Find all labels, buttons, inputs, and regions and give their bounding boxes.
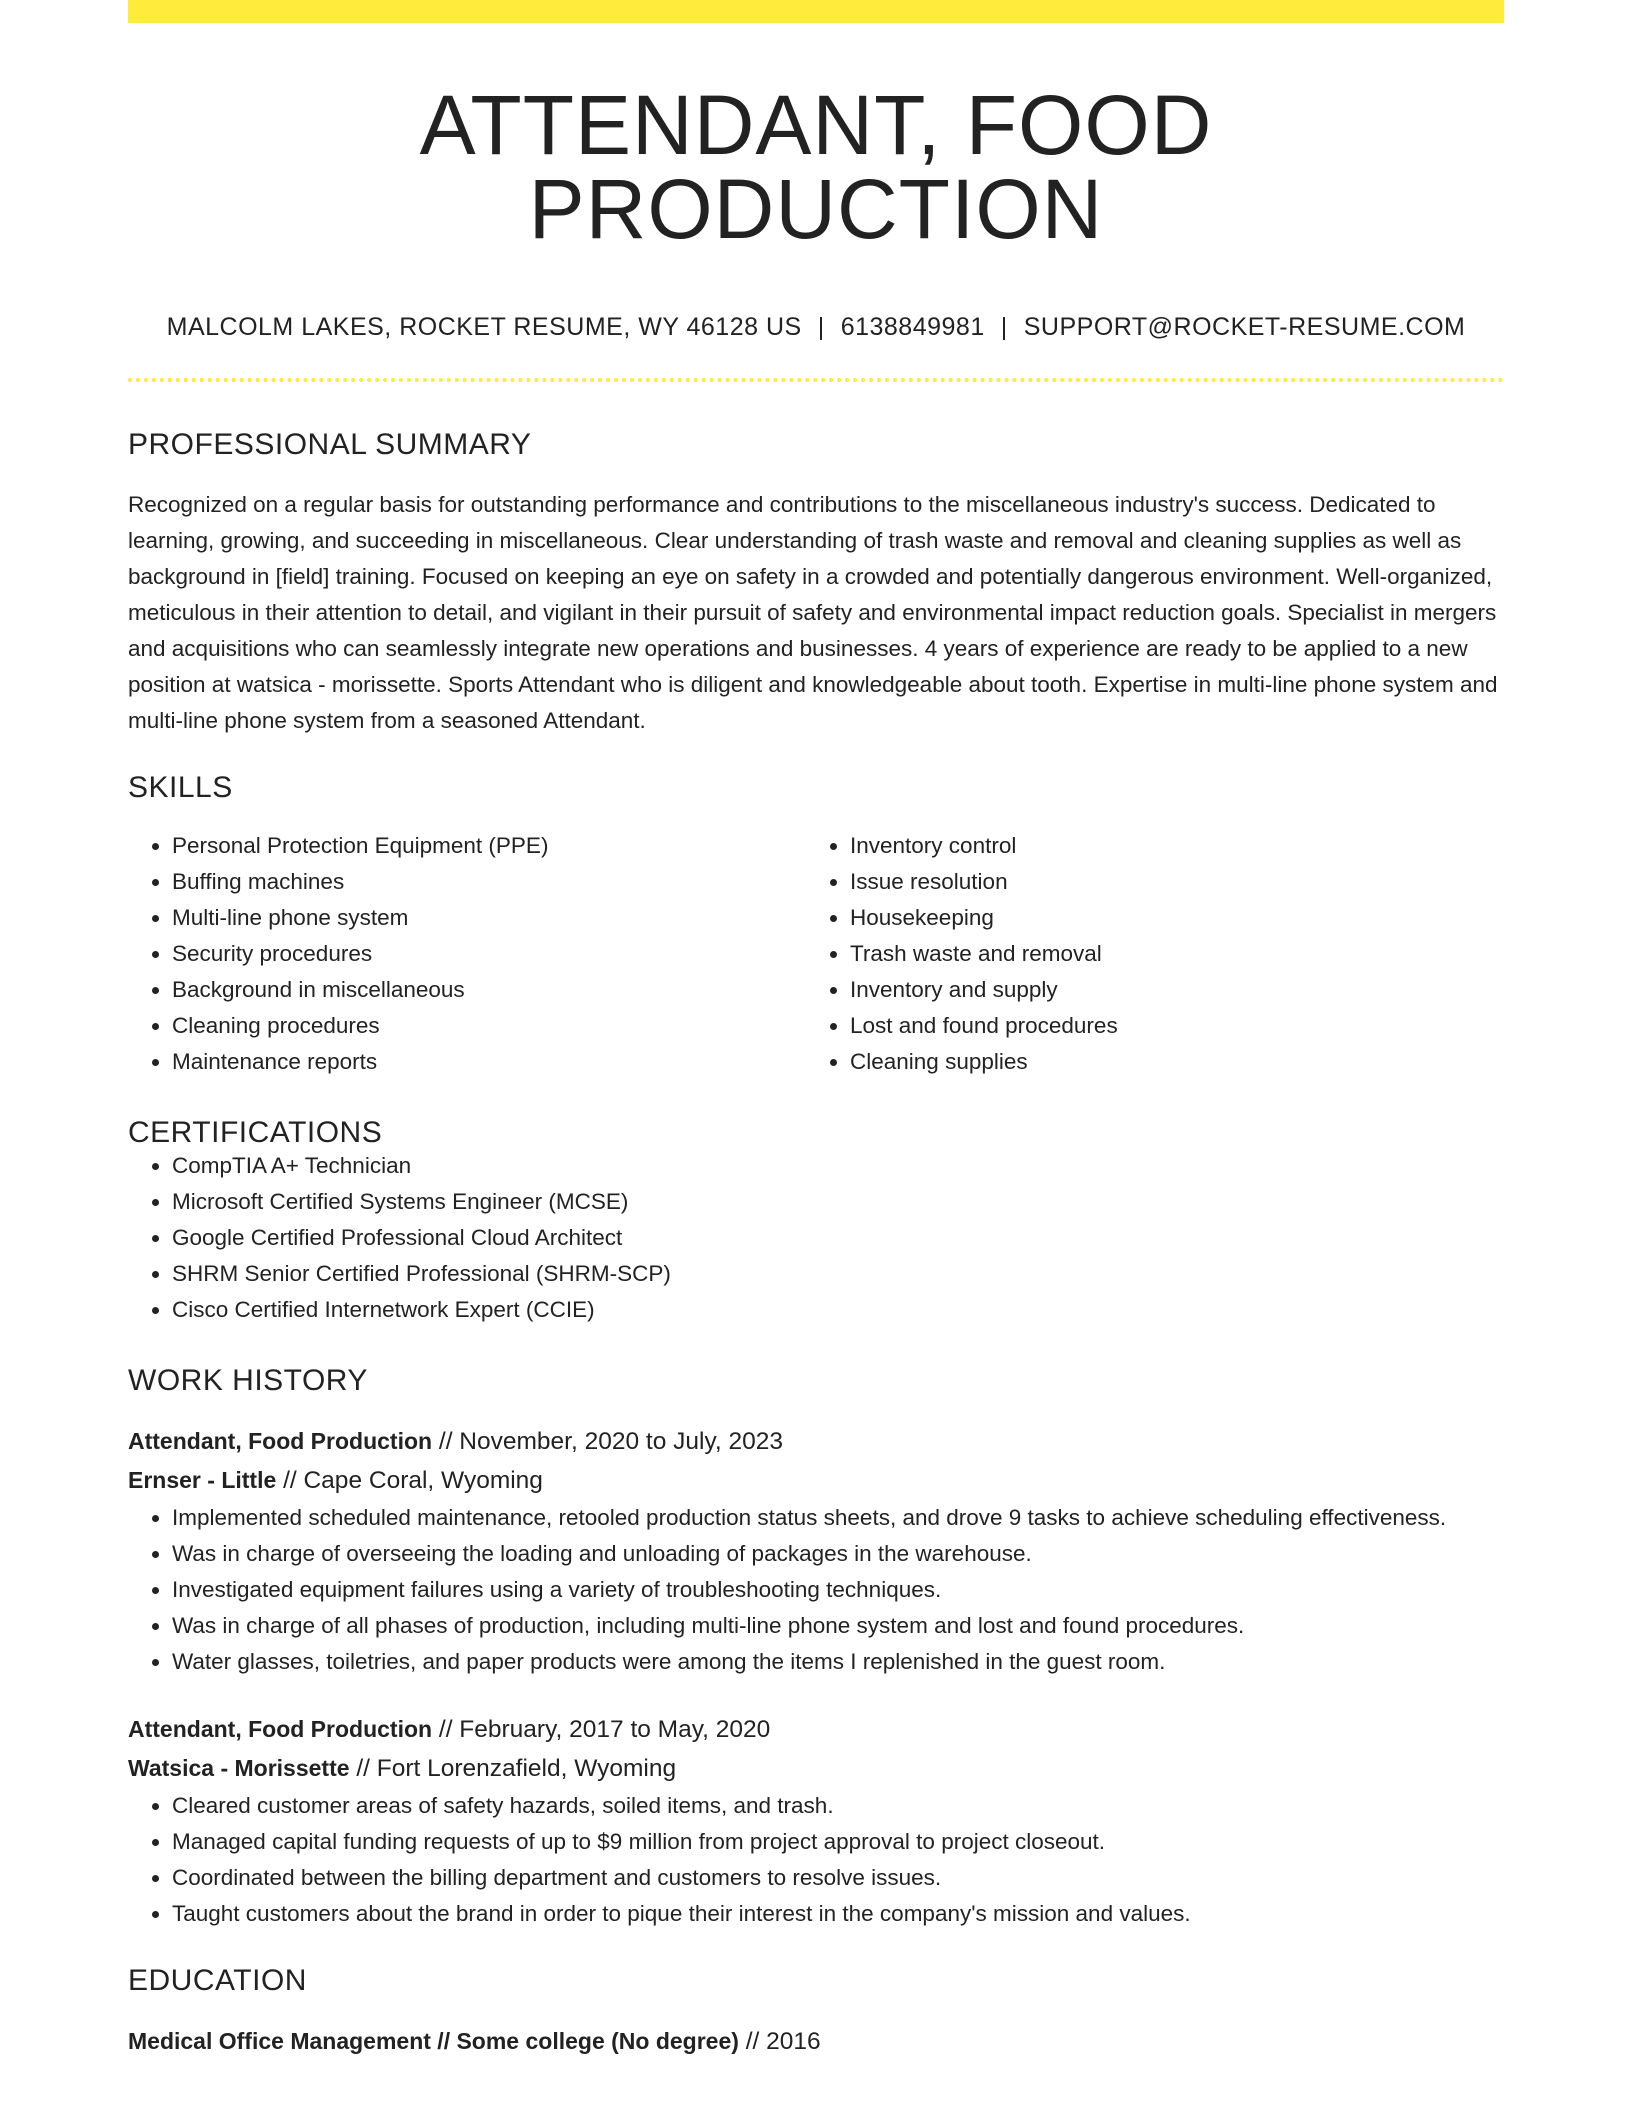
work-history-heading: WORK HISTORY: [128, 1364, 368, 1397]
skill-item: • Maintenance reports: [172, 1044, 806, 1080]
contact-separator: |: [817, 313, 825, 341]
skills-list-right: [806, 828, 1484, 1080]
skill-item: • Inventory and supply: [850, 972, 1484, 1008]
skill-item: • Trash waste and removal: [850, 936, 1484, 972]
job-company: Watsica - Morissette: [128, 1755, 350, 1781]
contact-separator: |: [1000, 313, 1008, 341]
job-entry: [128, 1422, 1504, 1680]
skills-column-right: [806, 828, 1484, 1080]
job-role: Attendant, Food Production: [128, 1428, 433, 1454]
job-entry: [128, 1710, 1504, 1932]
skill-item: • Background in miscellaneous: [172, 972, 806, 1008]
job-duty-item: • Water glasses, toiletries, and paper products were among the items I replenished in the guest room.: [172, 1644, 1504, 1680]
job-duty-item: • Taught customers about the brand in order to pique their interest in the company's mission and values.: [172, 1896, 1504, 1932]
skill-item: • Personal Protection Equipment (PPE): [172, 828, 806, 864]
top-accent-bar: [128, 0, 1504, 23]
job-role-line: [128, 1422, 1504, 1461]
certification-item: • SHRM Senior Certified Professional (SHRM-SCP): [172, 1256, 1504, 1292]
education-degree: Medical Office Management // Some college (No degree): [128, 2028, 739, 2054]
skills-grid: [128, 828, 1504, 1080]
contact-address: MALCOLM LAKES, ROCKET RESUME, WY 46128 US: [166, 313, 802, 341]
job-dates: // February, 2017 to May, 2020: [432, 1716, 771, 1743]
skill-item: • Housekeeping: [850, 900, 1484, 936]
job-location: // Cape Coral, Wyoming: [276, 1467, 543, 1494]
education-heading: EDUCATION: [128, 1964, 307, 1997]
job-company-line: [128, 1749, 1504, 1788]
job-company: Ernser - Little: [128, 1467, 277, 1493]
certification-item: • Cisco Certified Internetwork Expert (CCIE): [172, 1292, 1504, 1328]
job-duty-item: • Cleared customer areas of safety hazards, soiled items, and trash.: [172, 1788, 1504, 1824]
skill-item: • Security procedures: [172, 936, 806, 972]
job-role-line: [128, 1710, 1504, 1749]
summary-heading: PROFESSIONAL SUMMARY: [128, 428, 532, 461]
contact-line: [128, 315, 1504, 340]
job-location: // Fort Lorenzafield, Wyoming: [349, 1755, 677, 1782]
header-divider: [128, 378, 1504, 382]
job-duty-item: • Was in charge of all phases of production, including multi-line phone system and lost and found procedures.: [172, 1608, 1504, 1644]
certifications-list: [128, 1148, 1504, 1328]
resume-page: [128, 0, 1504, 2061]
certification-item: • CompTIA A+ Technician: [172, 1148, 1504, 1184]
job-duty-item: • Implemented scheduled maintenance, retooled production status sheets, and drove 9 tasks to achieve scheduling effectiveness.: [172, 1500, 1504, 1536]
candidate-name: ATTENDANT, FOOD PRODUCTION: [419, 78, 1213, 256]
skill-item: • Cleaning procedures: [172, 1008, 806, 1044]
job-duty-item: • Coordinated between the billing department and customers to resolve issues.: [172, 1860, 1504, 1896]
job-duty-item: • Managed capital funding requests of up to $9 million from project approval to project closeout.: [172, 1824, 1504, 1860]
certification-item: • Microsoft Certified Systems Engineer (MCSE): [172, 1184, 1504, 1220]
skill-item: • Issue resolution: [850, 864, 1484, 900]
job-company-line: [128, 1461, 1504, 1500]
education-line: [128, 2022, 1504, 2061]
certification-item: • Google Certified Professional Cloud Architect: [172, 1220, 1504, 1256]
skill-item: • Inventory control: [850, 828, 1484, 864]
job-duties-list: [128, 1500, 1504, 1680]
skills-heading: SKILLS: [128, 771, 233, 804]
contact-phone: 6138849981: [840, 313, 985, 341]
job-role: Attendant, Food Production: [128, 1716, 433, 1742]
job-duty-item: • Was in charge of overseeing the loading and unloading of packages in the warehouse.: [172, 1536, 1504, 1572]
skill-item: • Cleaning supplies: [850, 1044, 1484, 1080]
skills-list-left: [128, 828, 806, 1080]
skills-column-left: [128, 828, 806, 1080]
skill-item: • Lost and found procedures: [850, 1008, 1484, 1044]
job-dates: // November, 2020 to July, 2023: [432, 1428, 783, 1455]
education-year: // 2016: [738, 2028, 821, 2055]
summary-text: Recognized on a regular basis for outstanding performance and contributions to the miscellaneous industry's success. Dedicated to learning, growing, and succeeding in miscellaneous. Clear understanding of trash waste and removal and cleaning supplies as well as background in [field] training. Focused on keeping an eye on safety in a crowded and potentially dangerous environment. Well-organized, meticulous in their attention to detail, and vigilant in their pursuit of safety and environmental impact reduction goals. Specialist in mergers and acquisitions who can seamlessly integrate new operations and businesses. 4 years of experience are ready to be applied to a new position at watsica - morissette. Sports Attendant who is diligent and knowledgeable about tooth. Expertise in multi-line phone system and multi-line phone system from a seasoned Attendant.: [128, 492, 1498, 733]
contact-email: SUPPORT@ROCKET-RESUME.COM: [1023, 313, 1466, 341]
job-duties-list: [128, 1788, 1504, 1932]
skill-item: • Buffing machines: [172, 864, 806, 900]
skill-item: • Multi-line phone system: [172, 900, 806, 936]
job-duty-item: • Investigated equipment failures using a variety of troubleshooting techniques.: [172, 1572, 1504, 1608]
certifications-heading: CERTIFICATIONS: [128, 1116, 383, 1149]
